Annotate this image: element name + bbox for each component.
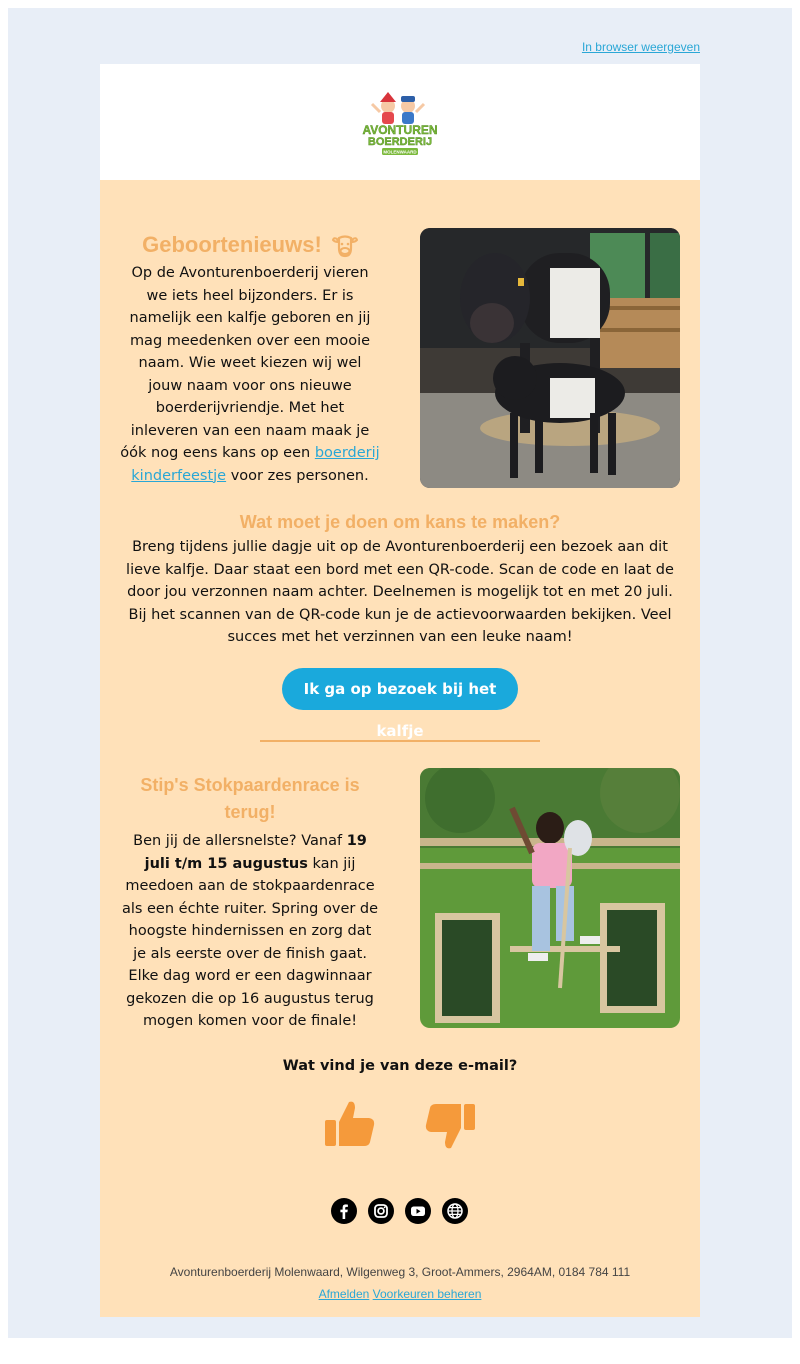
birth-news-title xyxy=(120,228,380,262)
race-column xyxy=(120,772,380,1033)
thumbs-up-icon[interactable] xyxy=(323,1098,377,1152)
view-in-browser-link[interactable]: In browser weergeven xyxy=(581,40,700,54)
footer-address: Avonturenboerderij Molenwaard, Wilgenweg 3, Groot-Ammers, 2964AM, 0184 784 111 xyxy=(169,1265,631,1279)
race-text xyxy=(120,830,380,1033)
birth-news-title-text: Geboortenieuws! xyxy=(142,232,322,257)
howto-title: Wat moet je doen om kans te maken? xyxy=(239,512,561,532)
birth-news-text-part2: voor zes personen. xyxy=(226,467,369,484)
manage-preferences-link[interactable]: Voorkeuren beheren xyxy=(372,1287,482,1301)
logo-word-sub: MOLENWAARD xyxy=(383,149,417,155)
topbar xyxy=(100,38,700,54)
cow-face-icon xyxy=(332,234,358,258)
social-links xyxy=(331,1198,469,1224)
globe-icon[interactable] xyxy=(442,1198,468,1224)
birth-news-text xyxy=(120,262,380,487)
howto-section xyxy=(120,510,680,649)
cow-and-calf-photo xyxy=(420,228,680,488)
email-header xyxy=(100,64,700,180)
hobby-horse-race-photo xyxy=(420,768,680,1028)
birth-news-column xyxy=(120,228,380,487)
logo-word-mid: BOERDERIJ xyxy=(367,136,433,148)
feedback-question: Wat vind je van deze e-mail? xyxy=(282,1058,518,1074)
logo-word-top: AVONTUREN xyxy=(362,123,438,137)
kinderfeestje-link[interactable]: boerderij kinderfeestje xyxy=(131,445,380,484)
birth-news-text-part1: Op de Avonturenboerderij vieren we iets heel bijzonders. Er is namelijk een kalfje geboren en jij mag meedenken over een mooie naam. Wie weet kiezen wij wel jouw naam voor ons nieuwe boerderijvriendje. Met het inleveren van een naam maak je óók nog eens kans op een xyxy=(120,265,371,461)
unsubscribe-link[interactable]: Afmelden xyxy=(318,1287,370,1301)
email-body xyxy=(100,180,700,1317)
race-title: Stip's Stokpaardenrace is terug! xyxy=(140,775,360,822)
thumbs-down-icon[interactable] xyxy=(423,1098,477,1152)
race-text-rest: kan jij meedoen aan de stokpaardenrace als een échte ruiter. Spring over de hoogste hindernissen en zorg dat je als eerste over de finish gaat. Elke dag word er een dagwinnaar gekozen die op 16 augustus terug mogen komen voor de finale! xyxy=(121,855,379,1029)
youtube-icon[interactable] xyxy=(405,1198,431,1224)
race-dates: 19 juli t/m 15 augustus xyxy=(144,833,367,872)
email-canvas xyxy=(8,8,792,1338)
visit-calf-button[interactable]: Ik ga op bezoek bij het kalfje xyxy=(282,668,518,710)
instagram-icon[interactable] xyxy=(368,1198,394,1224)
section-divider xyxy=(260,740,540,742)
facebook-icon[interactable] xyxy=(331,1198,357,1224)
howto-text: Breng tijdens jullie dagje uit op de Avonturenboerderij een bezoek aan dit lieve kalfje. Daar staat een bord met een QR-code. Scan de code en laat de door jou verzonnen naam achter. Deelnemen is mogelijk tot en met 20 juli. Bij het scannen van de QR-code kun je de actievoorwaarden bekijken. Veel succes met het verzinnen van een leuke naam! xyxy=(126,539,674,645)
footer-links xyxy=(100,1287,700,1301)
race-text-intro: Ben jij de allersnelste? Vanaf xyxy=(133,833,347,849)
avonturenboerderij-logo[interactable] xyxy=(358,90,442,158)
